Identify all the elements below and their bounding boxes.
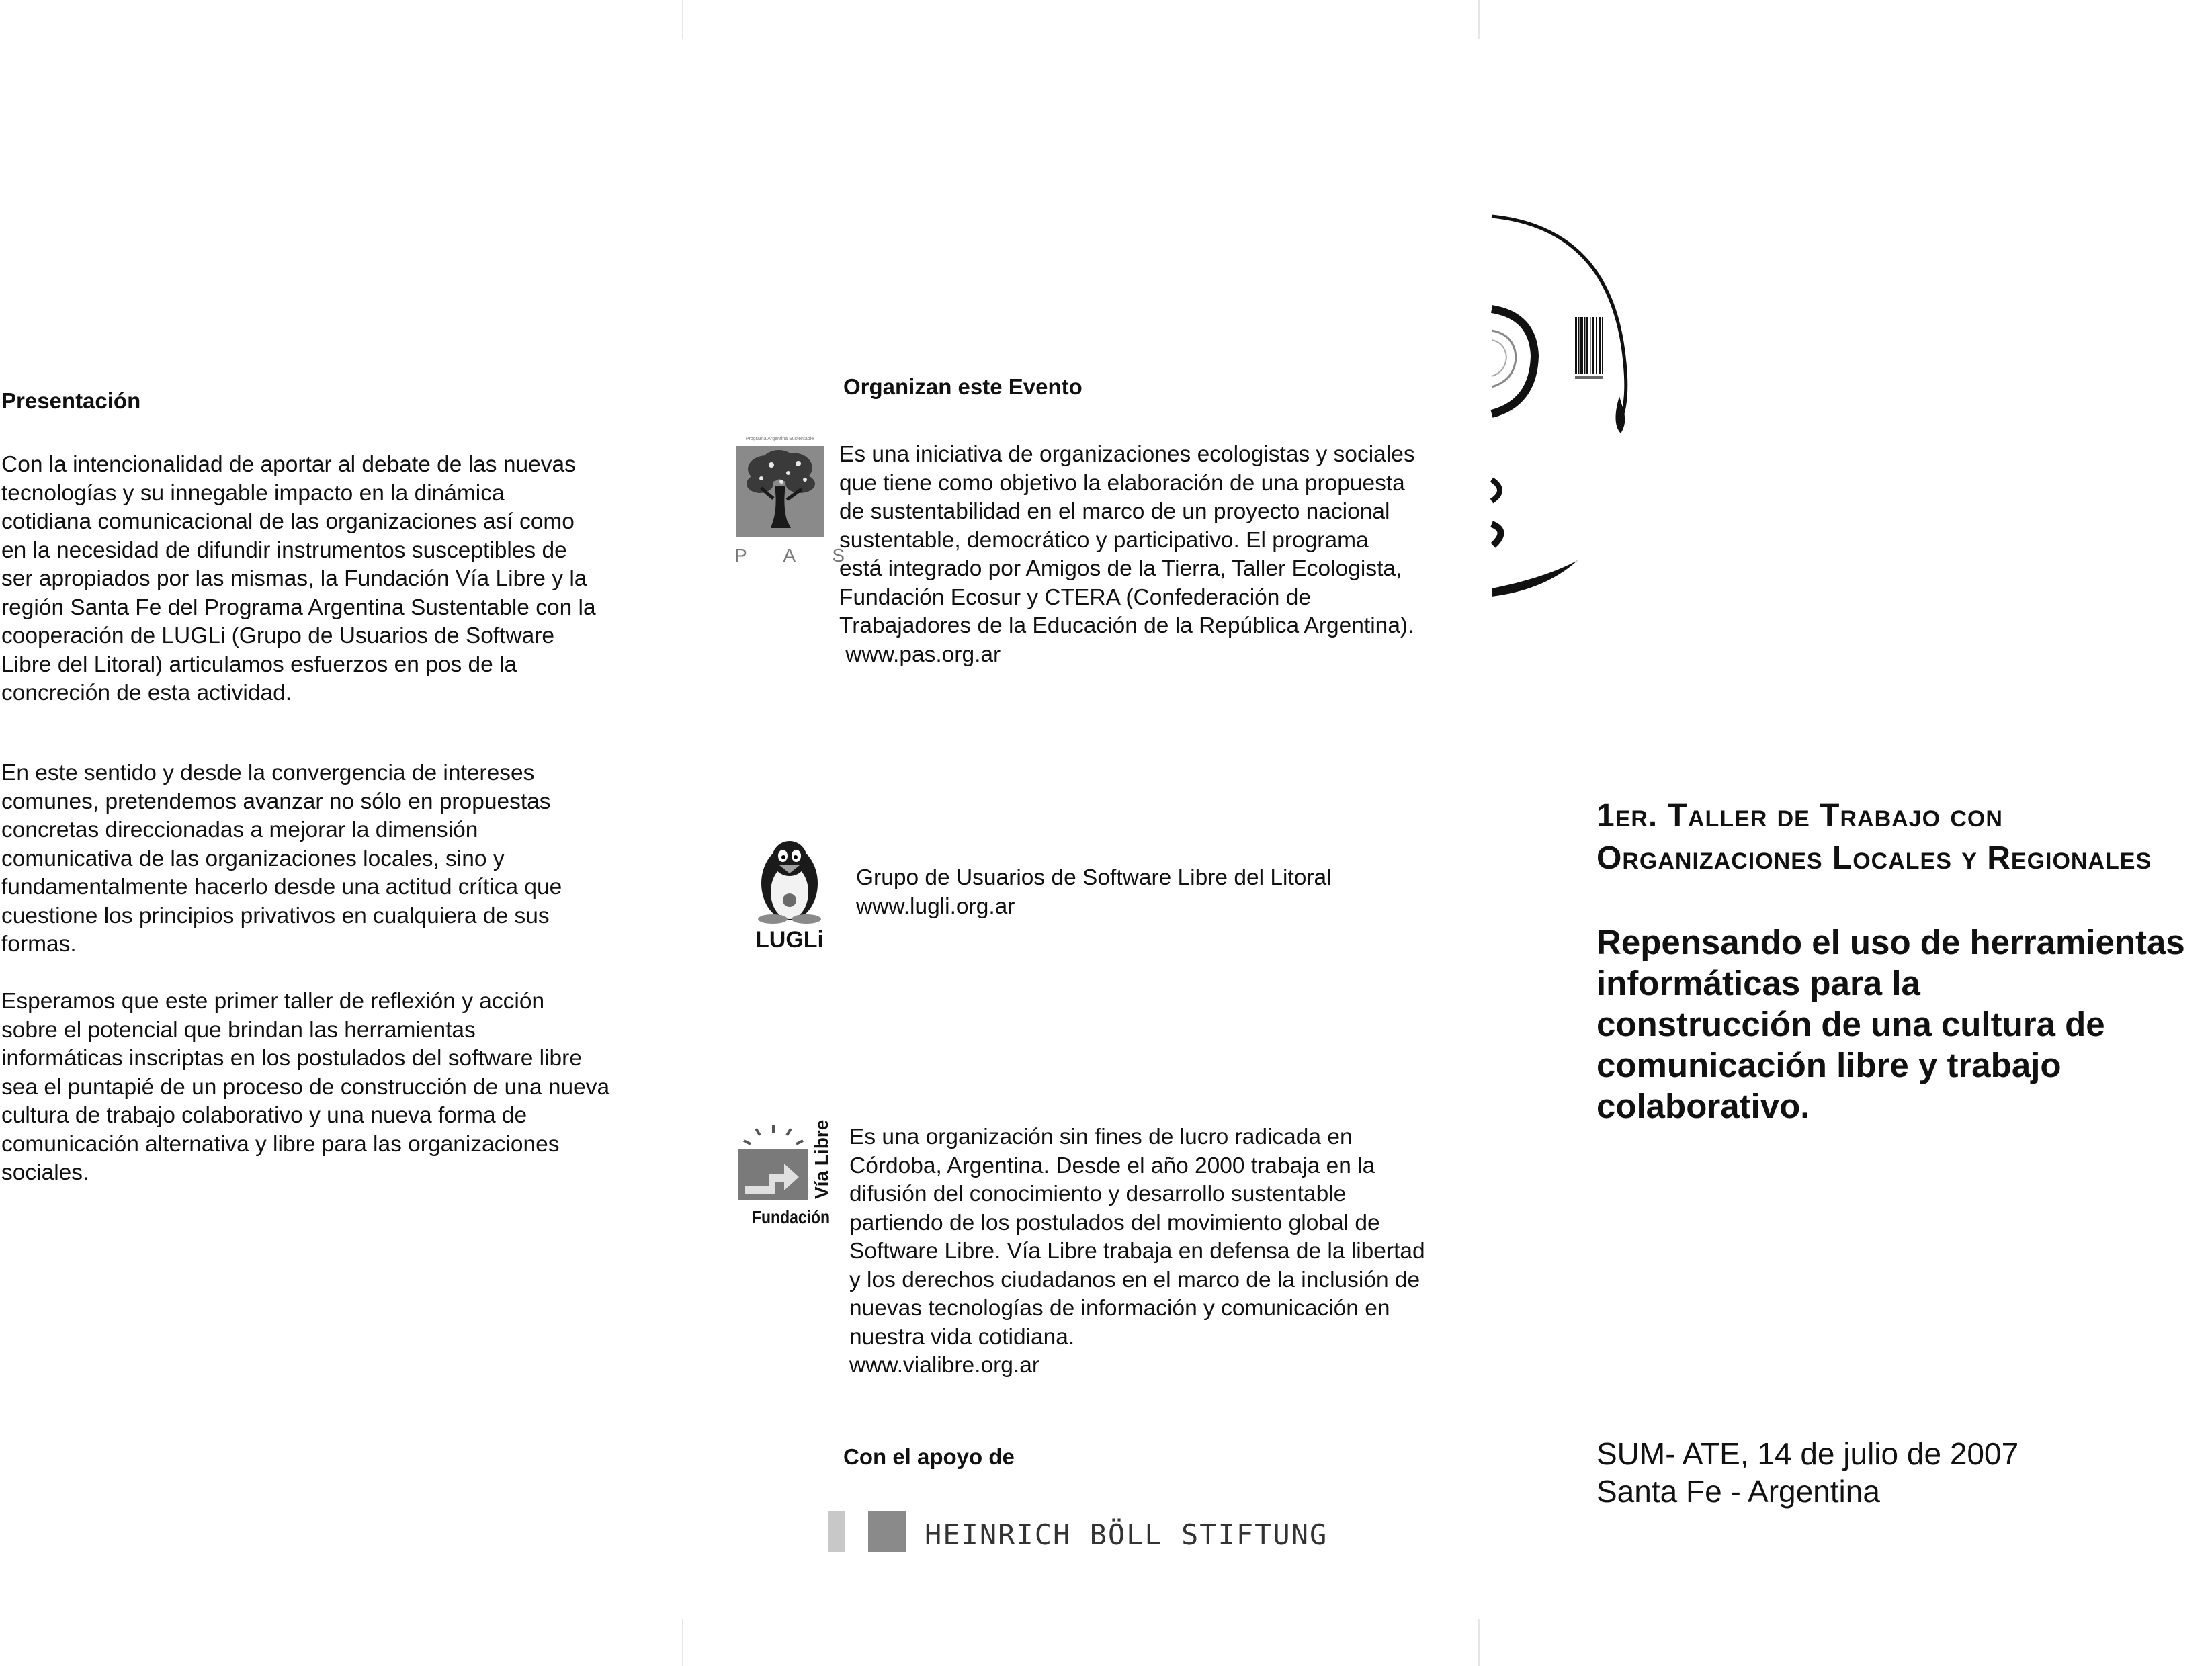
vialibre-url: www.vialibre.org.ar — [849, 1353, 1039, 1378]
pas-line: que tiene como objetivo la elaboración de una propuesta — [839, 470, 1405, 496]
presentation-title: Presentación — [1, 388, 141, 413]
event-title-line1: 1er. Taller de Trabajo con — [1597, 798, 2003, 834]
vialibre-line: y los derechos ciudadanos en el marco de la inclusión de — [849, 1267, 1420, 1292]
sponsor-name: HEINRICH BÖLL STIFTUNG — [925, 1518, 1328, 1551]
heinrich-boll-logo — [828, 1511, 1365, 1554]
penguin-icon — [746, 833, 833, 924]
pas-line: Trabajadores de la Educación de la República Argentina). — [839, 613, 1414, 638]
fold-mark-bottom-left — [682, 1619, 683, 1666]
support-title: Con el apoyo de — [843, 1444, 1015, 1469]
vialibre-line: difusión del conocimiento y desarrollo sustentable — [849, 1182, 1347, 1207]
event-location: Santa Fe - Argentina — [1597, 1474, 1880, 1509]
vialibre-logo — [736, 1119, 837, 1236]
vialibre-description — [849, 1123, 1425, 1380]
vialibre-line: partiendo de los postulados del movimiento global de — [849, 1210, 1380, 1235]
vialibre-line: Software Libre. Vía Libre trabaja en defensa de la libertad — [849, 1239, 1425, 1264]
fold-mark-bottom-right — [1478, 1619, 1480, 1666]
event-headline — [1597, 922, 2185, 1127]
presentation-paragraph-2: En este sentido y desde la convergencia de intereses comunes, pretendemos avanzar no sólo en propuestas concretas direccionadas a mejorar la dimensión comunicativa de las organizaciones locales, sino y fundamentalmente hacerlo desde una actitud crítica que cuestione los principios privativos en cualquiera de sus formas. — [1, 760, 562, 957]
headline-line: informáticas para la — [1597, 964, 1920, 1002]
vialibre-logo-word: Fundación — [752, 1207, 831, 1227]
barcode-icon — [1574, 316, 1606, 383]
organizers-title: Organizan este Evento — [843, 374, 1082, 399]
headline-line: comunicación libre y trabajo — [1597, 1046, 2061, 1084]
vialibre-line: nuestra vida cotidiana. — [849, 1324, 1075, 1350]
headline-line: colaborativo. — [1597, 1087, 1810, 1125]
logo-block-light — [828, 1511, 845, 1552]
pas-line: de sustentabilidad en el marco de un proyecto nacional — [839, 499, 1390, 524]
headline-line: Repensando el uso de herramientas — [1597, 923, 2185, 961]
vialibre-line: Córdoba, Argentina. Desde el año 2000 trabaja en la — [849, 1153, 1375, 1178]
event-title-line2: Organizaciones Locales y Regionales — [1597, 840, 2152, 876]
event-date: SUM- ATE, 14 de julio de 2007 — [1597, 1436, 2019, 1471]
presentation-paragraph-1: Con la intencionalidad de aportar al debate de las nuevas tecnologías y su innegable impacto en la dinámica cotidiana comunicacional de las organizaciones así como en la necesidad de difundir instrumentos susceptibles de ser apropiados por las mismas, la Fundación Vía Libre y la región Santa Fe del Programa Argentina Sustentable con la cooperación de LUGLi (Grupo de Usuarios de Software Libre del Litoral) articulamos esfuerzos en pos de la concreción de esta actividad. — [1, 452, 596, 705]
lugli-url: www.lugli.org.ar — [856, 893, 1015, 919]
swoosh-graphic — [1478, 202, 1653, 605]
fold-mark-top-right — [1478, 0, 1480, 39]
lugli-line: Grupo de Usuarios de Software Libre del Litoral — [856, 865, 1332, 890]
event-place-date — [1597, 1435, 2018, 1510]
sunburst-arrow-icon — [736, 1122, 811, 1202]
logo-block-dark — [868, 1511, 906, 1552]
vialibre-line: Es una organización sin fines de lucro radicada en — [849, 1125, 1353, 1149]
pas-url: www.pas.org.ar — [839, 642, 1001, 667]
lugli-logo — [746, 833, 833, 954]
pas-logo-letters: P A S — [734, 545, 861, 566]
pas-line: está integrado por Amigos de la Tierra, Taller Ecologista, — [839, 556, 1402, 581]
vialibre-logo-vertical: Vía Libre — [811, 1119, 832, 1199]
pas-line: sustentable, democrático y participativo. El programa — [839, 527, 1369, 553]
headline-line: construcción de una cultura de — [1597, 1005, 2105, 1043]
pas-line: Fundación Ecosur y CTERA (Confederación de — [839, 584, 1311, 610]
presentation-paragraph-3: Esperamos que este primer taller de reflexión y acción sobre el potencial que brindan las herramientas informáticas inscriptas en los postulados del software libre sea el puntapié de un proceso de construcción de una nueva cultura de trabajo colaborativo y una nueva forma de comunicación alternativa y libre para las organizaciones sociales. — [1, 989, 610, 1185]
fold-mark-top-left — [682, 0, 683, 39]
pas-logo-caption: Programa Argentina Sustentable — [745, 437, 814, 441]
lugli-logo-text: LUGLi — [755, 927, 824, 953]
pas-logo — [734, 437, 861, 571]
pas-line: Es una iniciativa de organizaciones ecologistas y sociales — [839, 442, 1415, 467]
pas-description — [839, 441, 1415, 669]
lugli-description — [856, 864, 1332, 921]
vialibre-line: nuevas tecnologías de información y comunicación en — [849, 1296, 1390, 1321]
tree-icon — [734, 445, 825, 539]
